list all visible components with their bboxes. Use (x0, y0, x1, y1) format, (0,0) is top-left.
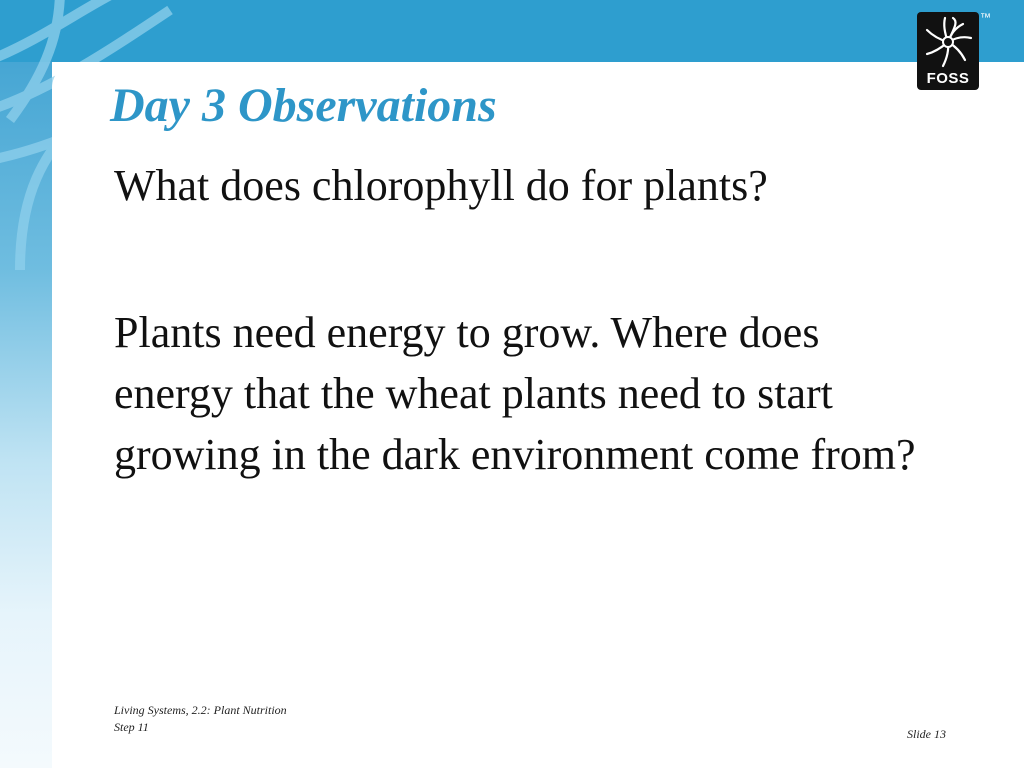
question-2: Plants need energy to grow. Where does energy that the wheat plants need to start growing in the dark environment come from? (114, 308, 916, 479)
footer-course: Living Systems, 2.2: Plant Nutrition (114, 703, 287, 717)
footer-step: Step 11 (114, 720, 149, 734)
slide-title: Day 3 Observations (110, 79, 497, 132)
slide-number: Slide 13 (907, 727, 946, 741)
logo-text: FOSS (926, 70, 970, 87)
question-1: What does chlorophyll do for plants? (114, 161, 768, 210)
sunburst-icon (917, 14, 979, 72)
trademark-symbol: ™ (980, 12, 991, 24)
foss-logo (917, 12, 979, 90)
